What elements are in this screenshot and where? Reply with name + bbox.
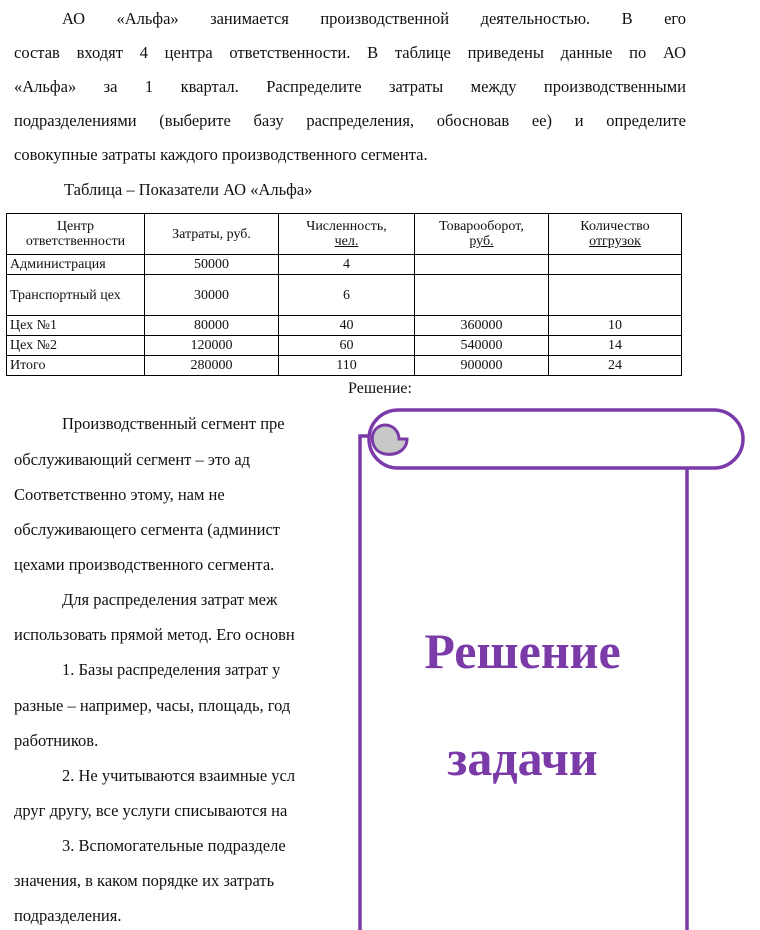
table-row	[7, 336, 682, 356]
table-cell: 120000	[145, 336, 279, 356]
body-line: Соответственно этому, нам не	[14, 485, 225, 504]
table-cell: 4	[279, 255, 415, 275]
header-center: Центр ответственности	[7, 214, 145, 255]
table-cell: Итого	[7, 356, 145, 376]
table-cell: 900000	[415, 356, 549, 376]
table-cell: Цех №2	[7, 336, 145, 356]
paragraph-line: совокупные затраты каждого производственного сегмента.	[14, 145, 428, 164]
table-cell: Цех №1	[7, 316, 145, 336]
header-headcount: Численность, чел.	[279, 214, 415, 255]
body-line: 2. Не учитываются взаимные усл	[62, 766, 296, 785]
table-row	[7, 255, 682, 275]
table-row	[7, 316, 682, 336]
body-line: разные – например, часы, площадь, год	[14, 696, 291, 715]
scroll-text-line1: Решение	[424, 623, 621, 679]
table-cell: 30000	[145, 275, 279, 316]
table-cell: Транспортный цех	[7, 275, 145, 316]
table-cell: 110	[279, 356, 415, 376]
table-cell: 24	[549, 356, 682, 376]
table-row	[7, 356, 682, 376]
paragraph-line: «Альфа» за 1 квартал. Распределите затраты между производственными	[14, 77, 686, 96]
header-turnover: Товарооборот, руб.	[415, 214, 549, 255]
header-costs: Затраты, руб.	[145, 214, 279, 255]
paragraph-line: подразделениями (выберите базу распределения, обосновав ее) и определите	[14, 111, 686, 130]
body-line: 3. Вспомогательные подразделе	[62, 836, 286, 855]
body-line: использовать прямой метод. Его основн	[14, 625, 295, 644]
table-cell: 6	[279, 275, 415, 316]
body-line: цехами производственного сегмента.	[14, 555, 275, 574]
table-cell: 80000	[145, 316, 279, 336]
scroll-roll	[369, 410, 743, 468]
body-line: Производственный сегмент пре	[62, 414, 285, 433]
table-row	[7, 275, 682, 316]
body-line: работников.	[14, 731, 99, 750]
table-cell: 14	[549, 336, 682, 356]
table-cell	[549, 275, 682, 316]
table-cell	[415, 255, 549, 275]
table-cell: 280000	[145, 356, 279, 376]
paragraph-line: АО «Альфа» занимается производственной деятельностью. В его	[62, 9, 686, 28]
body-line: 1. Базы распределения затрат у	[62, 660, 281, 679]
solution-scroll-banner	[355, 408, 745, 930]
indicators-table	[6, 213, 682, 376]
body-line: значения, в каком порядке их затрать	[14, 871, 275, 890]
table-cell: 50000	[145, 255, 279, 275]
table-header-row	[7, 214, 682, 255]
header-shipments: Количество отгрузок	[549, 214, 682, 255]
table-cell	[549, 255, 682, 275]
table-caption: Таблица – Показатели АО «Альфа»	[64, 180, 313, 199]
paragraph-line: состав входят 4 центра ответственности. В таблице приведены данные по АО	[14, 43, 686, 62]
table-cell	[415, 275, 549, 316]
scroll-text-line2: задачи	[447, 730, 598, 786]
table-cell: 60	[279, 336, 415, 356]
body-line: Для распределения затрат меж	[62, 590, 278, 609]
body-line: друг другу, все услуги списываются на	[14, 801, 288, 820]
table-cell: 540000	[415, 336, 549, 356]
scroll-body	[360, 436, 687, 930]
body-line: подразделения.	[14, 906, 122, 925]
table-cell: 10	[549, 316, 682, 336]
table-cell: Администрация	[7, 255, 145, 275]
table-cell: 40	[279, 316, 415, 336]
table-cell: 360000	[415, 316, 549, 336]
body-line: обслуживающий сегмент – это ад	[14, 450, 251, 469]
body-line: обслуживающего сегмента (админист	[14, 520, 280, 539]
solution-heading: Решение:	[348, 380, 412, 397]
